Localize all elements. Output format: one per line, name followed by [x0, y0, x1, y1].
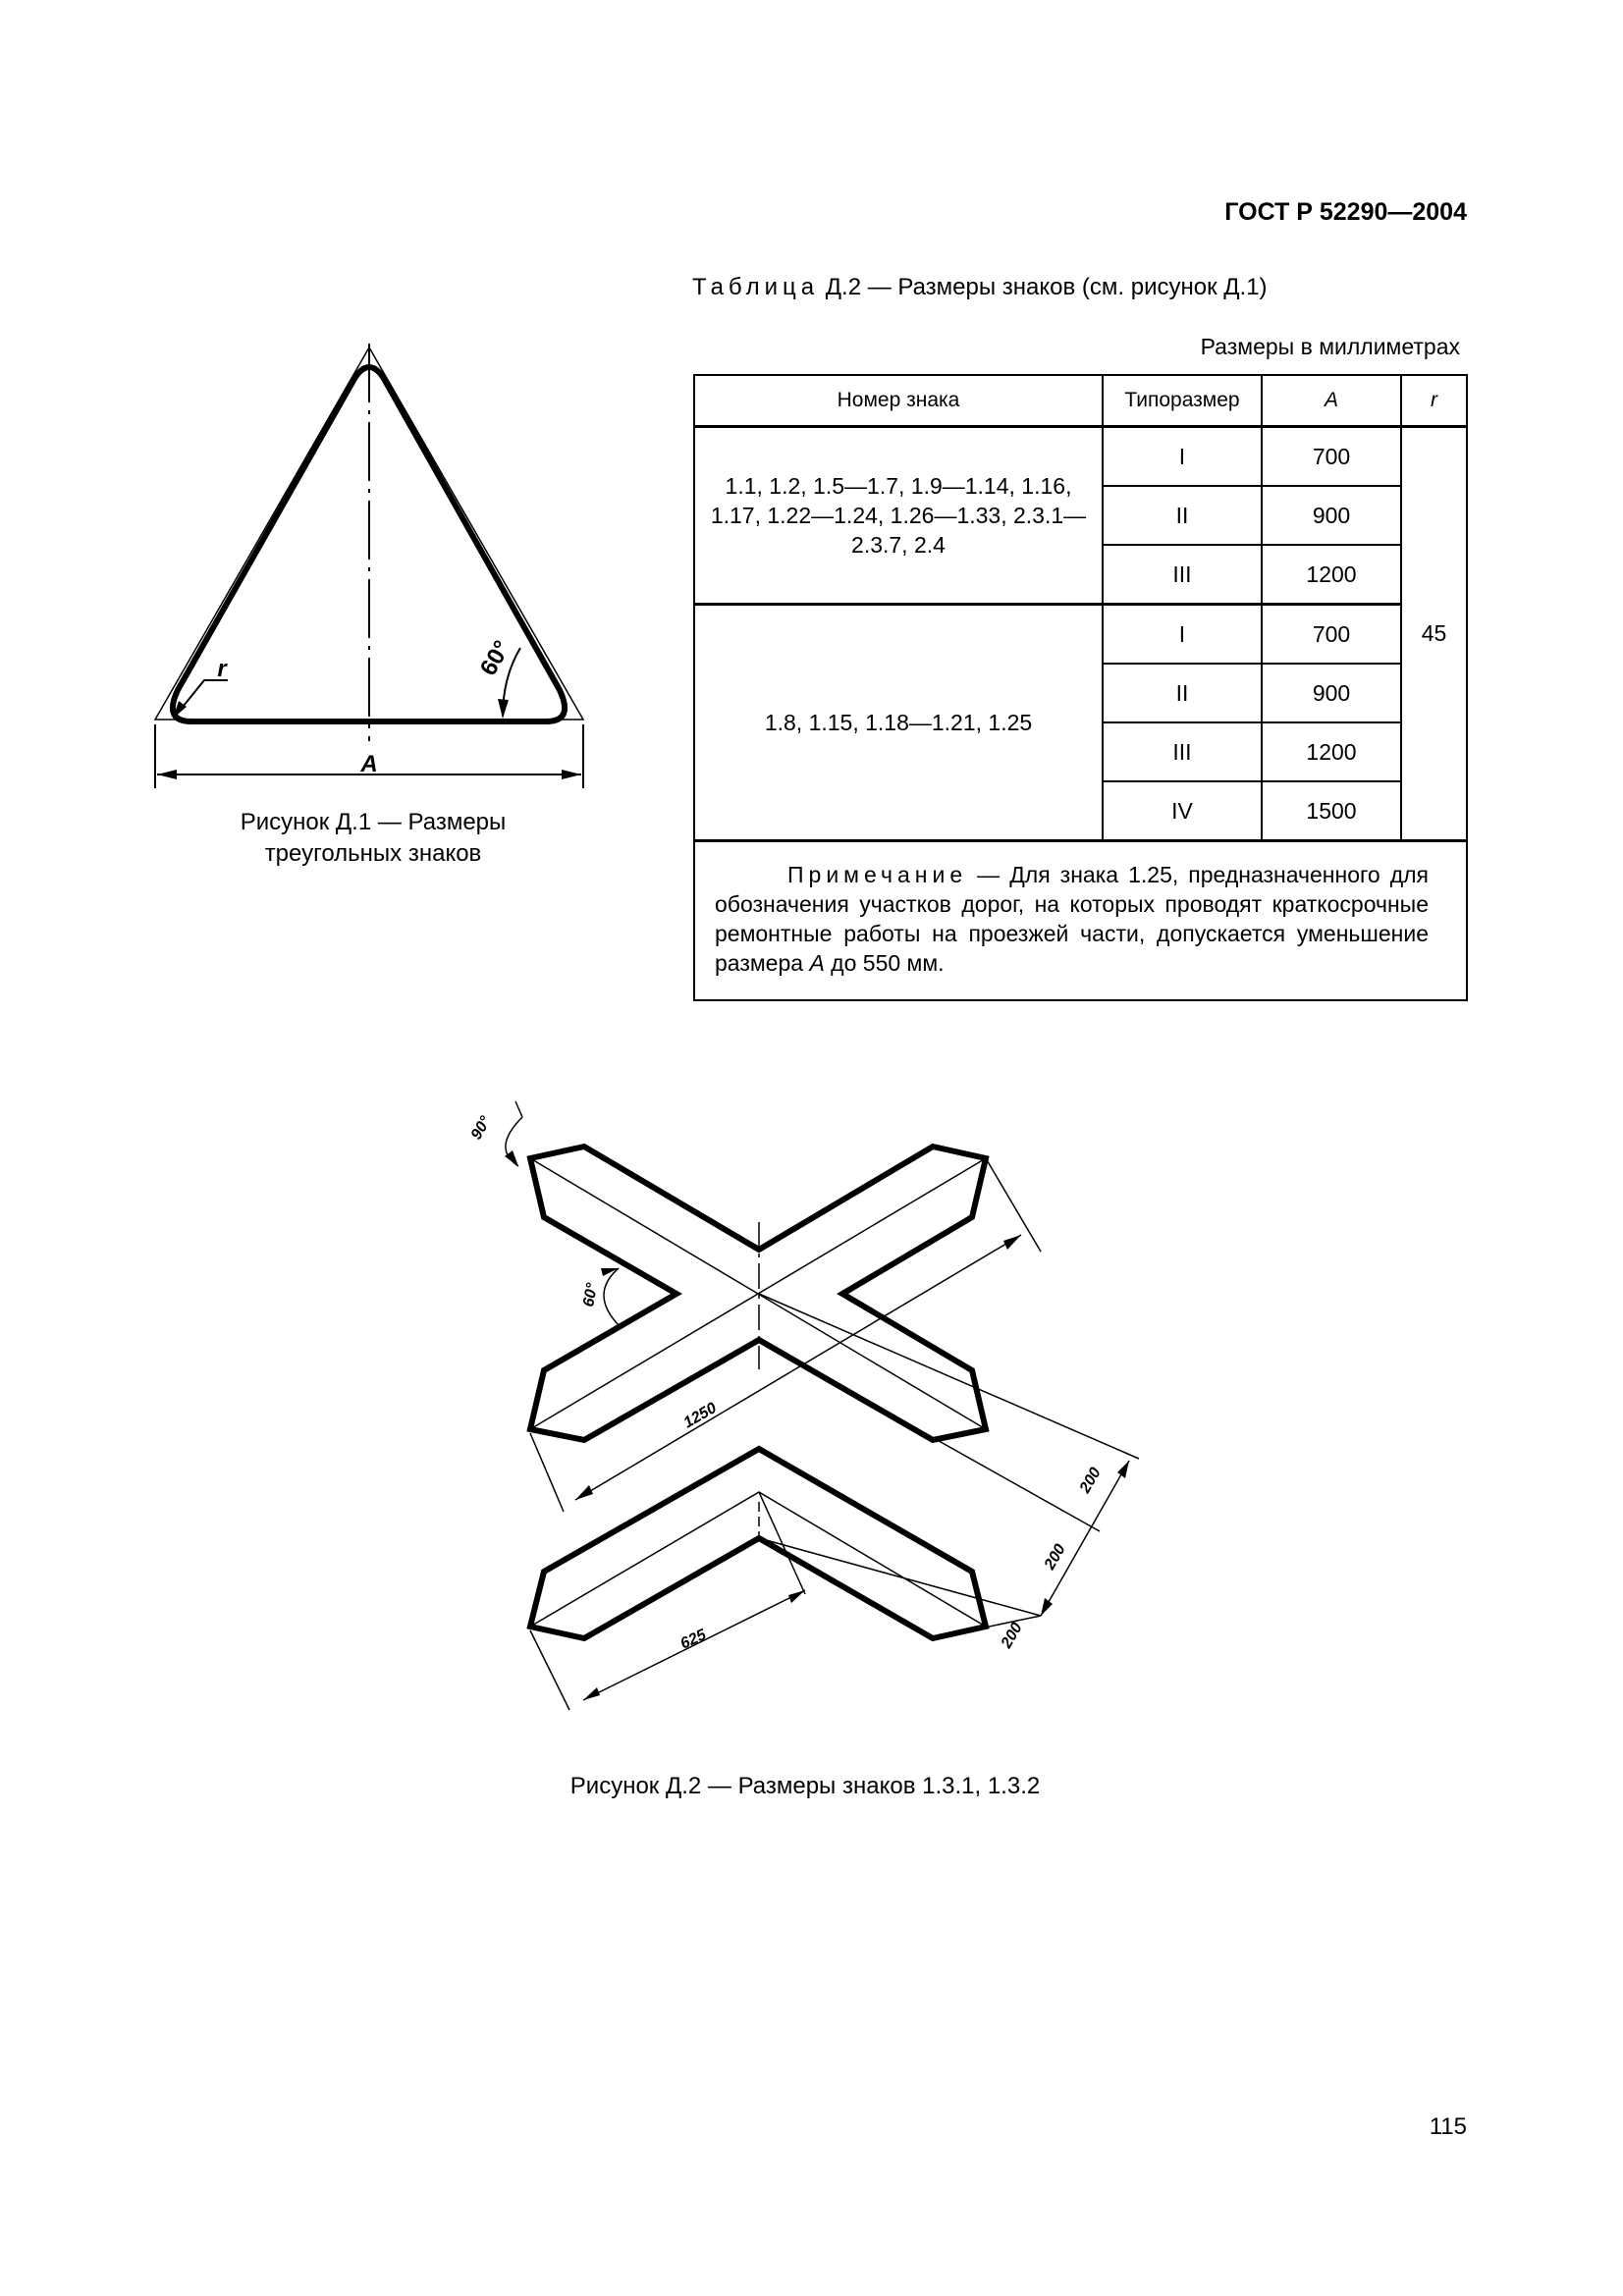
angle-60-arrow [601, 1268, 619, 1276]
angle-60-arc [604, 1268, 619, 1325]
note-variable: A [809, 950, 825, 976]
a-cell: 700 [1262, 427, 1401, 487]
a-cell: 1200 [1262, 722, 1401, 781]
size-cell: II [1103, 486, 1262, 545]
size-cell: III [1103, 722, 1262, 781]
label-dim-625: 625 [677, 1626, 709, 1653]
dim-1250-arrow-right [1003, 1235, 1021, 1250]
dim-1250-arrow-left [575, 1485, 593, 1500]
label-r: r [217, 656, 227, 682]
cross-lower-outline [530, 1449, 986, 1638]
size-cell: I [1103, 605, 1262, 665]
figure1-caption-line2: треугольных знаков [264, 840, 482, 867]
dim-200-extensions [759, 1294, 1139, 1638]
dim-625-arrow-right [788, 1590, 805, 1603]
a-cell: 900 [1262, 486, 1401, 545]
dim-625-lines [530, 1590, 805, 1710]
figure1-caption-line1: Рисунок Д.1 — Размеры [240, 809, 507, 835]
table-caption-text: Д.2 — Размеры знаков (см. рисунок Д.1) [825, 274, 1268, 300]
a-cell: 1200 [1262, 545, 1401, 605]
dim-625-arrow-left [583, 1687, 600, 1700]
page-number: 115 [1429, 2113, 1467, 2140]
group1-signs: 1.1, 1.2, 1.5—1.7, 1.9—1.14, 1.16, 1.17, 1.22—1.24, 1.26—1.33, 2.3.1—2.3.7, 2.4 [694, 427, 1103, 605]
header-sign-number: Номер знака [694, 375, 1103, 427]
size-cell: III [1103, 545, 1262, 605]
note-text-before: — Для знака 1.25, предназначенного для обозначения участков дорог, на которых проводят краткосрочные ремонтные работы на проезжей части, допускается уменьшение размера [715, 862, 1429, 976]
angle-90-tick [515, 1101, 522, 1117]
size-cell: II [1103, 664, 1262, 722]
label-dim-1250: 1250 [680, 1399, 720, 1432]
label-dim-200-a: 200 [1076, 1465, 1105, 1496]
label-dim-200-c: 200 [998, 1620, 1026, 1651]
label-a: A [360, 751, 378, 777]
header-r: r [1401, 375, 1467, 427]
a-cell: 1500 [1262, 781, 1401, 841]
dim-200-arrow-bottom [1041, 1598, 1053, 1616]
document-code: ГОСТ Р 52290—2004 [1224, 198, 1467, 226]
units-note: Размеры в миллиметрах [1200, 334, 1460, 359]
table-caption-word: Таблица [692, 274, 820, 300]
label-angle: 60° [474, 636, 516, 680]
note-text-after: до 550 мм. [824, 950, 945, 976]
cross-lower-inner-chevron [530, 1492, 986, 1627]
figure2-caption: Рисунок Д.2 — Размеры знаков 1.3.1, 1.3.2 [569, 1773, 1041, 1799]
group2-signs: 1.8, 1.15, 1.18—1.21, 1.25 [694, 605, 1103, 841]
dim-200-arrow-top [1117, 1461, 1129, 1478]
label-angle-90: 90° [467, 1113, 495, 1143]
header-a: A [1262, 375, 1401, 427]
a-cell: 900 [1262, 664, 1401, 722]
size-cell: IV [1103, 781, 1262, 841]
note-label: Примечание [787, 862, 968, 887]
size-cell: I [1103, 427, 1262, 487]
r-value-cell: 45 [1401, 427, 1467, 841]
a-cell: 700 [1262, 605, 1401, 665]
label-dim-200-b: 200 [1041, 1541, 1069, 1573]
label-angle-60: 60° [580, 1281, 602, 1308]
header-size-type: Типоразмер [1103, 375, 1262, 427]
